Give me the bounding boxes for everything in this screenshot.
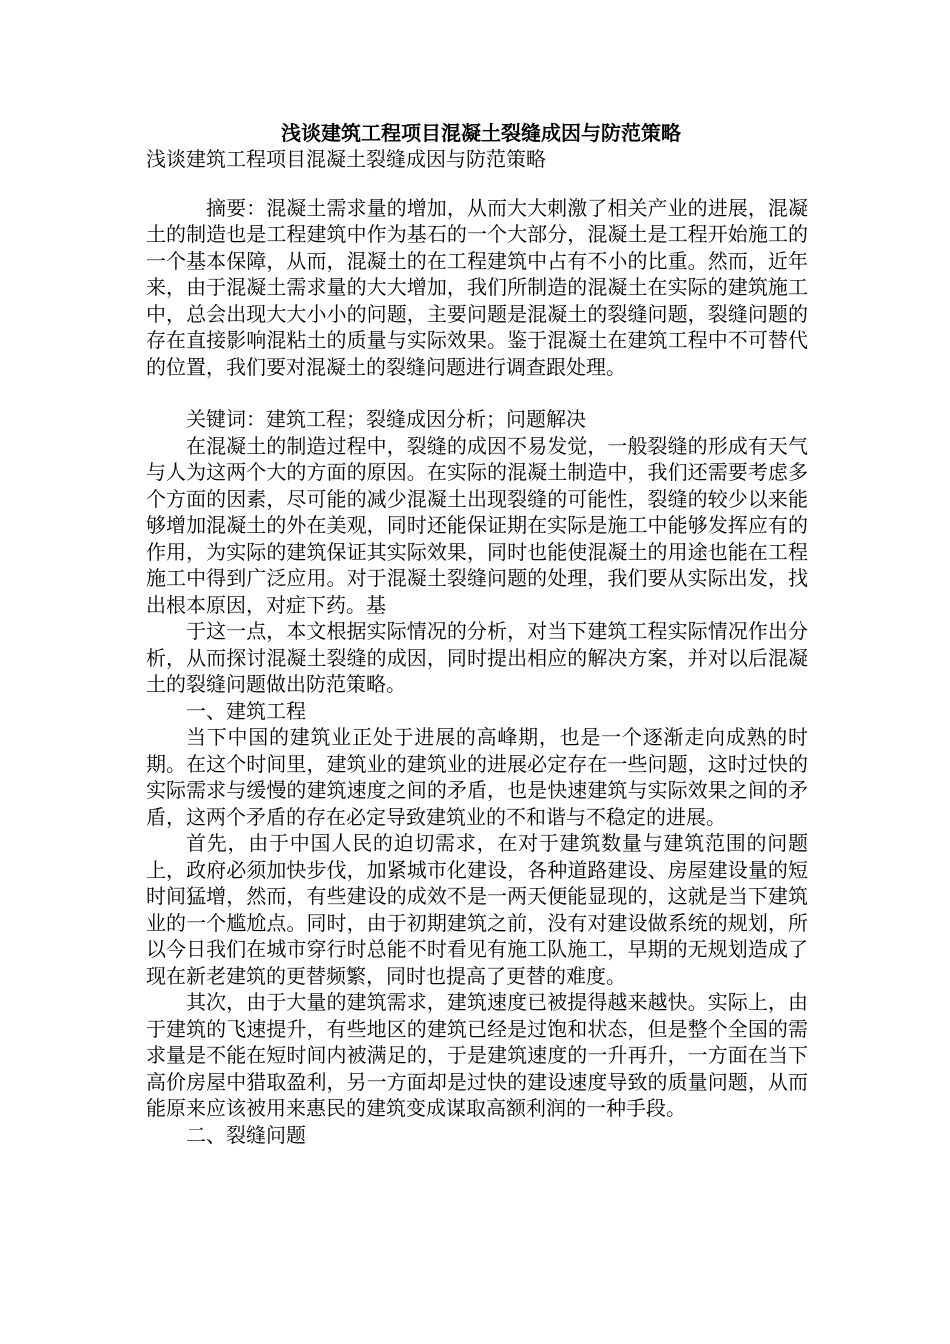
keywords-line: 关键词：建筑工程；裂缝成因分析；问题解决 bbox=[186, 407, 586, 431]
intro-paragraph: 在混凝土的制造过程中，裂缝的成因不易发觉，一般裂缝的形成有天气与人为这两个大的方面的原因。在实际的混凝土制造中，我们还需要考虑多个方面的因素，尽可能的减少混凝土出现裂缝的可能性，裂缝的较少以来能够增加混凝土的外在美观，同时还能保证期在实际是施工中能够发挥应有的作用，为实际的建筑保证其实际效果，同时也能使混凝土的用途也能在工程施工中得到广泛应用。对于混凝土裂缝问题的处理，我们要从实际出发，找出根本原因，对症下药。基 bbox=[146, 433, 808, 617]
intro-paragraph-2: 于这一点，本文根据实际情况的分析，对当下建筑工程实际情况作出分析，从而探讨混凝土裂缝的成因，同时提出相应的解决方案，并对以后混凝土的裂缝问题做出防范策略。 bbox=[146, 619, 808, 696]
document-title: 浅谈建筑工程项目混凝土裂缝成因与防范策略 bbox=[281, 121, 681, 145]
section1-paragraph-3: 其次，由于大量的建筑需求，建筑速度已被提得越来越快。实际上，由于建筑的飞速提升，有些地区的建筑已经是过饱和状态，但是整个全国的需求量是不能在短时间内被满足的，于是建筑速度的一升再升，一方面在当下高价房屋中猎取盈利，另一方面却是过快的建设速度导致的质量问题，从而能原来应该被用来惠民的建筑变成谋取高额利润的一种手段。 bbox=[146, 990, 808, 1120]
document-body bbox=[146, 120, 808, 1148]
section-heading-1: 一、建筑工程 bbox=[186, 698, 306, 723]
section1-paragraph-2: 首先，由于中国人民的迫切需求，在对于建筑数量与建筑范围的问题上，政府必须加快步伐，加紧城市化建设，各种道路建设、房屋建设量的短时间猛增，然而，有些建设的成效不是一两天便能显现的，这就是当下建筑业的一个尴尬点。同时，由于初期建筑之前，没有对建设做系统的规划，所以今日我们在城市穿行时总能不时看见有施工队施工，早期的无规划造成了现在新老建筑的更替频繁，同时也提高了更替的难度。 bbox=[146, 831, 808, 988]
document-subtitle: 浅谈建筑工程项目混凝土裂缝成因与防范策略 bbox=[146, 147, 546, 171]
section-heading-2: 二、裂缝问题 bbox=[186, 1122, 306, 1147]
section1-paragraph-1: 当下中国的建筑业正处于进展的高峰期，也是一个逐渐走向成熟的时期。在这个时间里，建筑业的建筑业的进展必定存在一些问题，这时过快的实际需求与缓慢的建筑速度之间的矛盾，也是快速建筑与实际效果之间的矛盾，这两个矛盾的存在必定导致建筑业的不和谐与不稳定的进展。 bbox=[146, 725, 808, 829]
abstract-paragraph: 摘要：混凝土需求量的增加，从而大大刺激了相关产业的进展，混凝土的制造也是工程建筑中作为基石的一个大部分，混凝土是工程开始施工的一个基本保障，从而，混凝土的在工程建筑中占有不小的比重。然而，近年来，由于混凝土需求量的大大增加，我们所制造的混凝土在实际的建筑施工中，总会出现大大小小的问题，主要问题是混凝土的裂缝问题，裂缝问题的存在直接影响混粘土的质量与实际效果。鉴于混凝土在建筑工程中不可替代的位置，我们要对混凝土的裂缝问题进行调查跟处理。 bbox=[146, 195, 808, 379]
